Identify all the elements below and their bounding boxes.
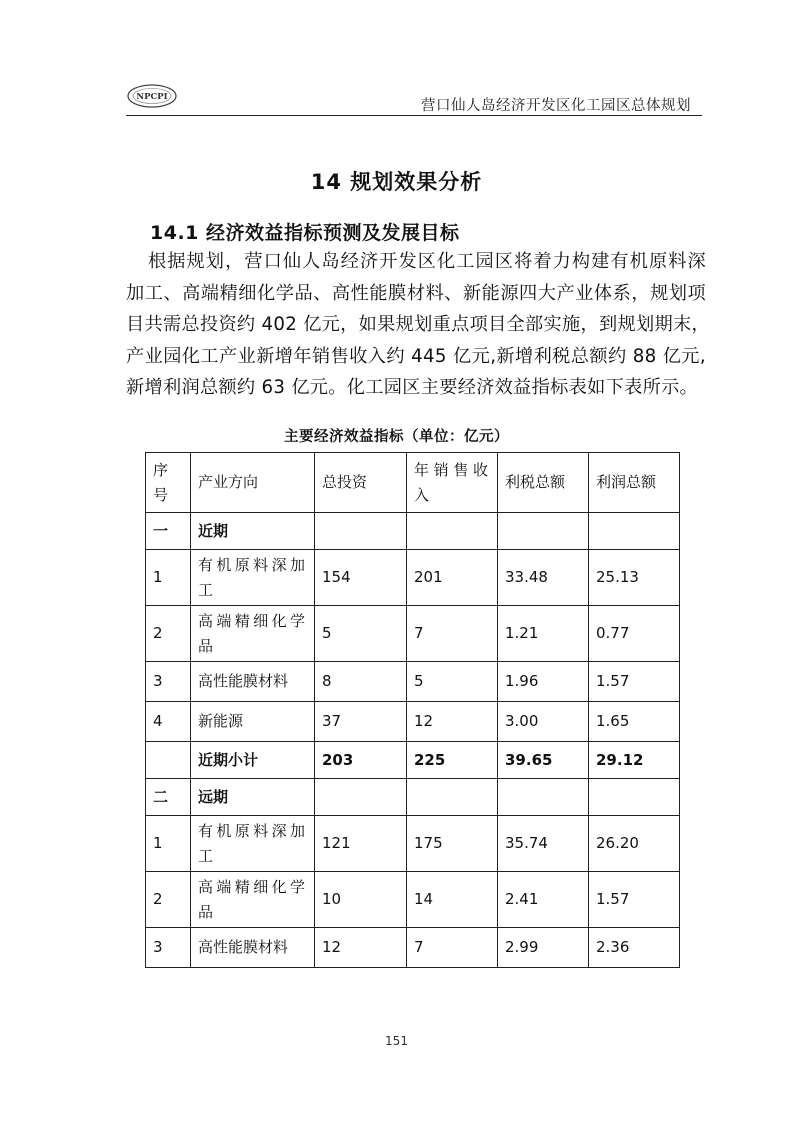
economic-indicators-table xyxy=(145,452,680,968)
row-tax: 1.96 xyxy=(498,662,589,702)
row-tax: 1.21 xyxy=(498,606,589,662)
table-row xyxy=(146,606,680,662)
row-seq: 3 xyxy=(146,928,191,968)
row-profit: 1.57 xyxy=(589,872,680,928)
table-row xyxy=(146,872,680,928)
row-seq: 2 xyxy=(146,606,191,662)
paragraph-line: 产业园化工产业新增年销售收入约 445 亿元,新增利税总额约 88 亿元, xyxy=(126,345,706,367)
row-direction: 有机原料深加工 xyxy=(191,550,315,606)
row-investment: 10 xyxy=(315,872,407,928)
table-row xyxy=(146,550,680,606)
header-direction: 产业方向 xyxy=(191,453,315,513)
row-tax: 35.74 xyxy=(498,816,589,872)
row-investment: 154 xyxy=(315,550,407,606)
section-title: 14.1 经济效益指标预测及发展目标 xyxy=(150,222,460,244)
section-row-long-term xyxy=(146,779,680,816)
document-header-title: 营口仙人岛经济开发区化工园区总体规划 xyxy=(421,98,691,114)
row-direction: 高性能膜材料 xyxy=(191,662,315,702)
npcpi-logo xyxy=(126,83,178,109)
header-divider xyxy=(126,115,702,116)
row-sales: 201 xyxy=(407,550,498,606)
row-investment: 37 xyxy=(315,702,407,742)
row-profit: 1.65 xyxy=(589,702,680,742)
row-tax: 2.99 xyxy=(498,928,589,968)
row-investment: 5 xyxy=(315,606,407,662)
body-paragraph xyxy=(126,246,710,404)
row-direction: 新能源 xyxy=(191,702,315,742)
row-sales: 14 xyxy=(407,872,498,928)
paragraph-line: 新增利润总额约 63 亿元。化工园区主要经济效益指标表如下表所示。 xyxy=(126,377,699,398)
header-sales: 年销售收入 xyxy=(407,453,498,513)
row-sales: 5 xyxy=(407,662,498,702)
row-profit: 25.13 xyxy=(589,550,680,606)
table-row xyxy=(146,702,680,742)
row-tax: 3.00 xyxy=(498,702,589,742)
row-tax: 2.41 xyxy=(498,872,589,928)
row-seq: 3 xyxy=(146,662,191,702)
table-row xyxy=(146,816,680,872)
subtotal-label: 近期小计 xyxy=(191,742,315,779)
row-tax: 33.48 xyxy=(498,550,589,606)
row-seq: 4 xyxy=(146,702,191,742)
paragraph-line: 加工、高端精细化学品、高性能膜材料、新能源四大产业体系，规划项 xyxy=(126,282,706,304)
row-direction: 高端精细化学品 xyxy=(191,872,315,928)
section-seq: 二 xyxy=(146,779,191,816)
row-profit: 0.77 xyxy=(589,606,680,662)
row-sales: 7 xyxy=(407,606,498,662)
logo-text: NPCPI xyxy=(136,92,168,102)
table-header-row xyxy=(146,453,680,513)
section-row-near-term xyxy=(146,513,680,550)
chapter-title: 14 规划效果分析 xyxy=(310,170,483,194)
row-profit: 1.57 xyxy=(589,662,680,702)
row-sales: 12 xyxy=(407,702,498,742)
row-profit: 26.20 xyxy=(589,816,680,872)
row-seq: 1 xyxy=(146,550,191,606)
header-seq: 序号 xyxy=(146,453,191,513)
row-profit: 2.36 xyxy=(589,928,680,968)
subtotal-tax: 39.65 xyxy=(498,742,589,779)
header-tax: 利税总额 xyxy=(498,453,589,513)
row-investment: 121 xyxy=(315,816,407,872)
row-seq: 1 xyxy=(146,816,191,872)
paragraph-line: 目共需总投资约 402 亿元，如果规划重点项目全部实施，到规划期末， xyxy=(126,314,710,335)
table-row xyxy=(146,662,680,702)
row-investment: 8 xyxy=(315,662,407,702)
table-row xyxy=(146,928,680,968)
section-label: 远期 xyxy=(191,779,315,816)
header-profit: 利润总额 xyxy=(589,453,680,513)
subtotal-row xyxy=(146,742,680,779)
row-sales: 7 xyxy=(407,928,498,968)
row-sales: 175 xyxy=(407,816,498,872)
page-number: 151 xyxy=(385,1034,408,1048)
row-direction: 有机原料深加工 xyxy=(191,816,315,872)
row-direction: 高端精细化学品 xyxy=(191,606,315,662)
section-seq: 一 xyxy=(146,513,191,550)
header-investment: 总投资 xyxy=(315,453,407,513)
row-direction: 高性能膜材料 xyxy=(191,928,315,968)
row-seq: 2 xyxy=(146,872,191,928)
row-investment: 12 xyxy=(315,928,407,968)
subtotal-profit: 29.12 xyxy=(589,742,680,779)
section-label: 近期 xyxy=(191,513,315,550)
paragraph-line: 根据规划，营口仙人岛经济开发区化工园区将着力构建有机原料深 xyxy=(148,251,706,272)
subtotal-investment: 203 xyxy=(315,742,407,779)
subtotal-sales: 225 xyxy=(407,742,498,779)
table-caption: 主要经济效益指标（单位：亿元） xyxy=(284,429,509,445)
